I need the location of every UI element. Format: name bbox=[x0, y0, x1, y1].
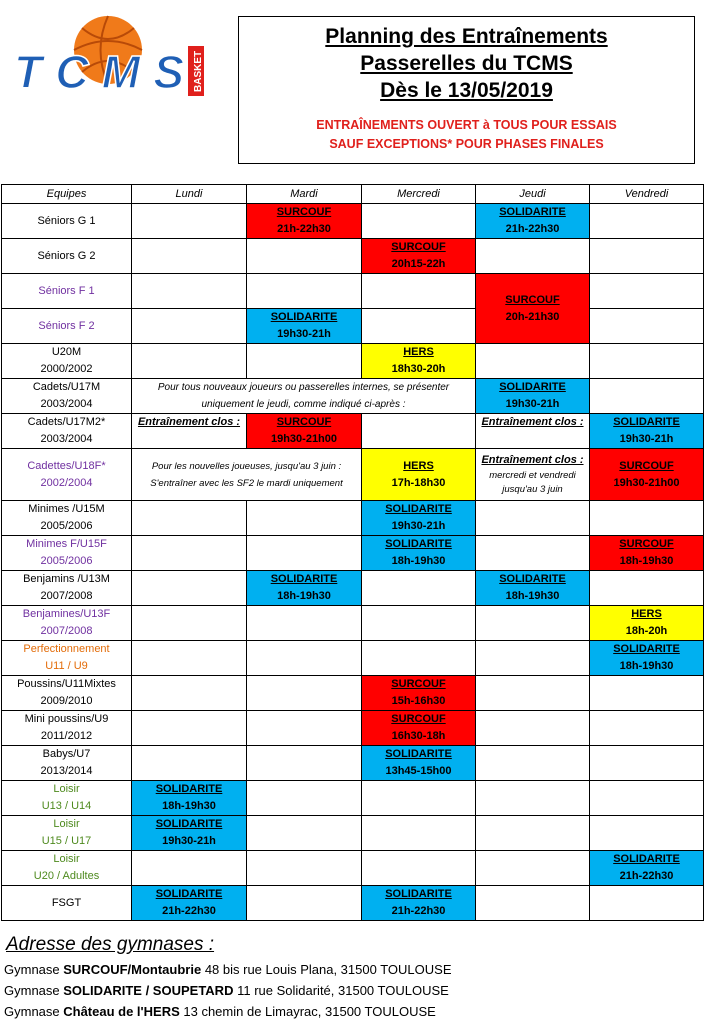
team-years: 2011/2012 bbox=[40, 730, 93, 742]
address-text: 48 bis rue Louis Plana, 31500 TOULOUSE bbox=[201, 962, 452, 977]
empty-cell bbox=[132, 501, 247, 536]
slot-cell bbox=[362, 676, 476, 711]
team-years: 2003/2004 bbox=[40, 398, 93, 410]
empty-cell bbox=[362, 641, 476, 676]
empty-cell bbox=[247, 746, 362, 781]
table-row bbox=[2, 379, 704, 414]
team-cell bbox=[2, 711, 132, 746]
gym-name: SOLIDARITE bbox=[499, 381, 566, 393]
empty-cell bbox=[247, 676, 362, 711]
closed-label: Entraînement clos : bbox=[481, 454, 584, 466]
team-name: Benjamins /U13M bbox=[23, 573, 110, 585]
team-name: Loisir bbox=[53, 783, 80, 795]
slot-time: 21h-22h30 bbox=[162, 905, 216, 917]
empty-cell bbox=[590, 746, 704, 781]
closed-label: Entraînement clos : bbox=[481, 416, 584, 428]
team-name: Minimes /U15M bbox=[28, 503, 105, 515]
empty-cell bbox=[132, 309, 247, 344]
table-row bbox=[2, 886, 704, 921]
slot-cell bbox=[247, 204, 362, 239]
team-name: Mini poussins/U9 bbox=[24, 713, 109, 725]
slot-time: 17h-18h30 bbox=[391, 476, 446, 489]
team-name: Loisir bbox=[53, 853, 80, 865]
gym-name: SOLIDARITE bbox=[270, 311, 338, 323]
table-row bbox=[2, 536, 704, 571]
empty-cell bbox=[362, 414, 476, 449]
slot-cell bbox=[247, 571, 362, 606]
empty-cell bbox=[247, 816, 362, 851]
empty-cell bbox=[476, 606, 590, 641]
title-line-3: Dès le 13/05/2019 bbox=[380, 79, 553, 102]
team-cell bbox=[2, 746, 132, 781]
title-line-1: Planning des Entraînements bbox=[325, 25, 608, 48]
empty-cell bbox=[476, 886, 590, 921]
gym-name: SURCOUF/Montaubrie bbox=[63, 962, 202, 977]
empty-cell bbox=[590, 204, 704, 239]
slot-cell bbox=[132, 781, 247, 816]
team-cell bbox=[2, 501, 132, 536]
slot-cell bbox=[362, 344, 476, 379]
team-cell bbox=[2, 571, 132, 606]
closed-note: mercredi et vendredi bbox=[489, 470, 576, 481]
team-cell bbox=[2, 414, 132, 449]
header-jeudi: Jeudi bbox=[476, 185, 590, 204]
gym-name: SOLIDARITE bbox=[270, 573, 338, 585]
address-text: 11 rue Solidarité, 31500 TOULOUSE bbox=[233, 983, 449, 998]
empty-cell bbox=[132, 711, 247, 746]
empty-cell bbox=[476, 641, 590, 676]
training-schedule-table bbox=[1, 184, 704, 921]
empty-cell bbox=[247, 274, 362, 309]
team-years: 2009/2010 bbox=[40, 695, 93, 707]
slot-time: 18h-19h30 bbox=[619, 660, 674, 672]
gym-name: SOLIDARITE bbox=[385, 503, 452, 515]
slot-cell bbox=[476, 571, 590, 606]
gym-name: SURCOUF bbox=[391, 713, 446, 725]
note-cell bbox=[132, 379, 476, 414]
empty-cell bbox=[247, 501, 362, 536]
team-name: Cadets/U17M bbox=[32, 381, 101, 393]
notice-line-1: ENTRAÎNEMENTS OUVERT à TOUS POUR ESSAIS bbox=[316, 118, 617, 132]
table-row bbox=[2, 239, 704, 274]
empty-cell bbox=[476, 781, 590, 816]
table-row bbox=[2, 449, 704, 501]
slot-cell bbox=[362, 449, 476, 501]
empty-cell bbox=[247, 606, 362, 641]
empty-cell bbox=[590, 379, 704, 414]
slot-time: 19h30-21h00 bbox=[270, 433, 338, 445]
empty-cell bbox=[132, 536, 247, 571]
table-row bbox=[2, 606, 704, 641]
team-name: Loisir bbox=[53, 818, 80, 830]
slot-cell bbox=[362, 746, 476, 781]
empty-cell bbox=[590, 676, 704, 711]
empty-cell bbox=[590, 309, 704, 344]
gym-name: SOLIDARITE bbox=[499, 206, 566, 218]
gym-name: SOLIDARITE bbox=[499, 573, 566, 585]
team-name: Minimes F/U15F bbox=[26, 538, 107, 550]
team-name: Perfectionnement bbox=[23, 643, 110, 655]
slot-time: 21h-22h30 bbox=[391, 905, 446, 917]
slot-time: 19h30-21h bbox=[505, 398, 560, 410]
empty-cell bbox=[590, 274, 704, 309]
team-years: 2003/2004 bbox=[40, 433, 93, 445]
empty-cell bbox=[476, 711, 590, 746]
team-name: Benjamines/U13F bbox=[22, 608, 111, 620]
slot-time: 18h-19h30 bbox=[277, 590, 331, 602]
team-cell bbox=[2, 851, 132, 886]
empty-cell bbox=[362, 781, 476, 816]
team-years: 2000/2002 bbox=[40, 363, 93, 375]
slot-time: 19h30-21h00 bbox=[613, 476, 680, 489]
team-years: 2007/2008 bbox=[40, 590, 93, 602]
table-row bbox=[2, 274, 704, 309]
table-row bbox=[2, 344, 704, 379]
header-lundi: Lundi bbox=[132, 185, 247, 204]
table-row bbox=[2, 414, 704, 449]
slot-time: 21h-22h30 bbox=[619, 870, 674, 882]
team-years: 2013/2014 bbox=[40, 765, 93, 777]
gym-name: HERS bbox=[403, 346, 434, 358]
empty-cell bbox=[132, 606, 247, 641]
slot-cell bbox=[362, 536, 476, 571]
slot-cell bbox=[362, 239, 476, 274]
slot-cell bbox=[590, 641, 704, 676]
closed-cell bbox=[476, 414, 590, 449]
note-line: uniquement le jeudi, comme indiqué ci-après : bbox=[201, 399, 406, 410]
header-equipes: Equipes bbox=[2, 185, 132, 204]
team-cell bbox=[2, 816, 132, 851]
gym-name: SOLIDARITE bbox=[613, 853, 680, 865]
slot-time: 18h30-20h bbox=[391, 363, 446, 375]
slot-time: 18h-19h30 bbox=[505, 590, 560, 602]
empty-cell bbox=[132, 344, 247, 379]
gym-name: SOLIDARITE bbox=[385, 538, 452, 550]
gym-name: Château de l'HERS bbox=[63, 1004, 180, 1019]
empty-cell bbox=[362, 274, 476, 309]
gym-name: SOLIDARITE bbox=[155, 783, 223, 795]
empty-cell bbox=[476, 746, 590, 781]
slot-time: 19h30-21h bbox=[162, 835, 216, 847]
tcms-basket-logo bbox=[8, 12, 208, 100]
empty-cell bbox=[247, 239, 362, 274]
slot-cell bbox=[590, 851, 704, 886]
note-line: Pour tous nouveaux joueurs ou passerelles internes, se présenter bbox=[157, 382, 450, 393]
empty-cell bbox=[362, 571, 476, 606]
note-line: Pour les nouvelles joueuses, jusqu'au 3 juin : bbox=[151, 460, 342, 472]
empty-cell bbox=[590, 886, 704, 921]
addresses-title: Adresse des gymnases : bbox=[6, 934, 215, 955]
empty-cell bbox=[362, 851, 476, 886]
empty-cell bbox=[132, 746, 247, 781]
slot-cell bbox=[362, 886, 476, 921]
slot-time: 18h-19h30 bbox=[619, 555, 674, 567]
header-mercredi: Mercredi bbox=[362, 185, 476, 204]
table-row bbox=[2, 204, 704, 239]
team-cell bbox=[2, 781, 132, 816]
slot-cell bbox=[590, 536, 704, 571]
team-name: Cadets/U17M2* bbox=[27, 416, 106, 428]
empty-cell bbox=[590, 344, 704, 379]
table-row bbox=[2, 746, 704, 781]
note-line: S'entraîner avec les SF2 le mardi uniquement bbox=[150, 477, 343, 489]
closed-cell bbox=[476, 449, 590, 501]
slot-time: 13h45-15h00 bbox=[385, 765, 452, 777]
slot-cell bbox=[590, 414, 704, 449]
team-years: 2002/2004 bbox=[40, 476, 93, 489]
team-cell: Séniors G 2 bbox=[2, 239, 132, 274]
notice-line-2: SAUF EXCEPTIONS* POUR PHASES FINALES bbox=[329, 137, 604, 151]
team-years: U11 / U9 bbox=[45, 660, 88, 672]
gym-name: SURCOUF bbox=[276, 206, 332, 218]
empty-cell bbox=[590, 571, 704, 606]
slot-time: 21h-22h30 bbox=[277, 223, 331, 235]
team-name: Babys/U7 bbox=[42, 748, 91, 760]
team-cell: FSGT bbox=[2, 886, 132, 921]
empty-cell bbox=[476, 239, 590, 274]
empty-cell bbox=[132, 204, 247, 239]
table-header-row bbox=[2, 185, 704, 204]
empty-cell bbox=[247, 886, 362, 921]
logo-text: TCMS bbox=[14, 46, 184, 98]
slot-time: 18h-19h30 bbox=[162, 800, 216, 812]
empty-cell bbox=[590, 711, 704, 746]
team-years: U13 / U14 bbox=[41, 800, 92, 812]
address-prefix: Gymnase bbox=[4, 962, 64, 977]
closed-cell bbox=[132, 414, 247, 449]
slot-time: 18h-19h30 bbox=[391, 555, 446, 567]
table-row bbox=[2, 309, 704, 344]
empty-cell bbox=[362, 204, 476, 239]
table-row bbox=[2, 851, 704, 886]
empty-cell bbox=[590, 501, 704, 536]
gym-name: SURCOUF bbox=[391, 241, 446, 253]
empty-cell bbox=[247, 344, 362, 379]
team-years: 2007/2008 bbox=[40, 625, 93, 637]
slot-time: 19h30-21h bbox=[619, 433, 674, 445]
team-cell bbox=[2, 536, 132, 571]
empty-cell bbox=[132, 641, 247, 676]
gym-name: SOLIDARITE bbox=[155, 888, 223, 900]
empty-cell bbox=[362, 606, 476, 641]
empty-cell bbox=[590, 781, 704, 816]
team-years: U20 / Adultes bbox=[33, 870, 100, 882]
empty-cell bbox=[132, 239, 247, 274]
table-row bbox=[2, 781, 704, 816]
address-line-solidarite bbox=[4, 983, 449, 999]
empty-cell bbox=[476, 501, 590, 536]
team-name: Cadettes/U18F* bbox=[27, 459, 106, 472]
gym-name: SOLIDARITE / SOUPETARD bbox=[63, 983, 234, 998]
empty-cell bbox=[476, 536, 590, 571]
closed-label: Entraînement clos : bbox=[137, 416, 241, 428]
team-cell: Séniors F 1 bbox=[2, 274, 132, 309]
empty-cell bbox=[476, 344, 590, 379]
slot-cell bbox=[132, 886, 247, 921]
title-line-2: Passerelles du TCMS bbox=[360, 52, 573, 75]
team-cell bbox=[2, 379, 132, 414]
empty-cell bbox=[362, 816, 476, 851]
address-prefix: Gymnase bbox=[4, 1004, 64, 1019]
empty-cell bbox=[247, 711, 362, 746]
table-row bbox=[2, 571, 704, 606]
empty-cell bbox=[476, 676, 590, 711]
team-years: 2005/2006 bbox=[40, 555, 93, 567]
team-years: 2005/2006 bbox=[40, 520, 93, 532]
address-line-surcouf bbox=[4, 962, 452, 978]
slot-cell bbox=[476, 274, 590, 344]
team-cell bbox=[2, 344, 132, 379]
gym-name: SOLIDARITE bbox=[613, 643, 680, 655]
gym-name: SOLIDARITE bbox=[385, 748, 452, 760]
table-row bbox=[2, 676, 704, 711]
slot-time: 19h30-21h bbox=[391, 520, 446, 532]
table-row bbox=[2, 501, 704, 536]
table-row bbox=[2, 641, 704, 676]
team-cell bbox=[2, 641, 132, 676]
slot-cell bbox=[476, 204, 590, 239]
team-name: Poussins/U11Mixtes bbox=[17, 678, 116, 690]
empty-cell bbox=[362, 309, 476, 344]
team-cell bbox=[2, 606, 132, 641]
slot-time: 16h30-18h bbox=[391, 730, 446, 742]
empty-cell bbox=[247, 781, 362, 816]
table-row bbox=[2, 816, 704, 851]
address-prefix: Gymnase bbox=[4, 983, 64, 998]
team-cell: Séniors G 1 bbox=[2, 204, 132, 239]
slot-cell bbox=[132, 816, 247, 851]
slot-cell bbox=[362, 501, 476, 536]
note-cell bbox=[132, 449, 362, 501]
gym-name: SURCOUF bbox=[505, 293, 560, 306]
gym-name: HERS bbox=[631, 608, 662, 620]
slot-cell bbox=[247, 414, 362, 449]
gym-name: SURCOUF bbox=[391, 678, 446, 690]
team-cell bbox=[2, 449, 132, 501]
team-cell: Séniors F 2 bbox=[2, 309, 132, 344]
slot-cell bbox=[590, 449, 704, 501]
closed-note: jusqu'au 3 juin bbox=[502, 484, 563, 495]
slot-cell bbox=[362, 711, 476, 746]
empty-cell bbox=[132, 676, 247, 711]
gym-name: SOLIDARITE bbox=[155, 818, 223, 830]
empty-cell bbox=[132, 571, 247, 606]
empty-cell bbox=[132, 274, 247, 309]
empty-cell bbox=[590, 816, 704, 851]
gym-name: SURCOUF bbox=[619, 538, 674, 550]
gym-name: SOLIDARITE bbox=[613, 416, 680, 428]
empty-cell bbox=[476, 851, 590, 886]
address-line-hers bbox=[4, 1004, 436, 1020]
table-row bbox=[2, 711, 704, 746]
logo-sub-text: BASKET bbox=[193, 50, 204, 92]
slot-time: 21h-22h30 bbox=[505, 223, 560, 235]
empty-cell bbox=[247, 536, 362, 571]
slot-time: 19h30-21h bbox=[277, 328, 331, 340]
title-box bbox=[238, 16, 695, 164]
header-vendredi: Vendredi bbox=[590, 185, 704, 204]
empty-cell bbox=[590, 239, 704, 274]
gym-name: SOLIDARITE bbox=[385, 888, 452, 900]
header-mardi: Mardi bbox=[247, 185, 362, 204]
gym-name: SURCOUF bbox=[276, 416, 332, 428]
slot-cell bbox=[476, 379, 590, 414]
empty-cell bbox=[247, 641, 362, 676]
team-name: U20M bbox=[51, 346, 82, 358]
gym-name: HERS bbox=[403, 459, 434, 472]
empty-cell bbox=[132, 851, 247, 886]
address-text: 13 chemin de Limayrac, 31500 TOULOUSE bbox=[179, 1004, 436, 1019]
empty-cell bbox=[476, 816, 590, 851]
slot-time: 20h-21h30 bbox=[505, 310, 560, 323]
slot-time: 18h-20h bbox=[625, 625, 668, 637]
gym-name: SURCOUF bbox=[619, 459, 674, 472]
team-years: U15 / U17 bbox=[41, 835, 92, 847]
slot-time: 15h-16h30 bbox=[391, 695, 446, 707]
team-cell bbox=[2, 676, 132, 711]
slot-cell bbox=[590, 606, 704, 641]
slot-time: 20h15-22h bbox=[391, 258, 446, 270]
empty-cell bbox=[247, 851, 362, 886]
slot-cell bbox=[247, 309, 362, 344]
